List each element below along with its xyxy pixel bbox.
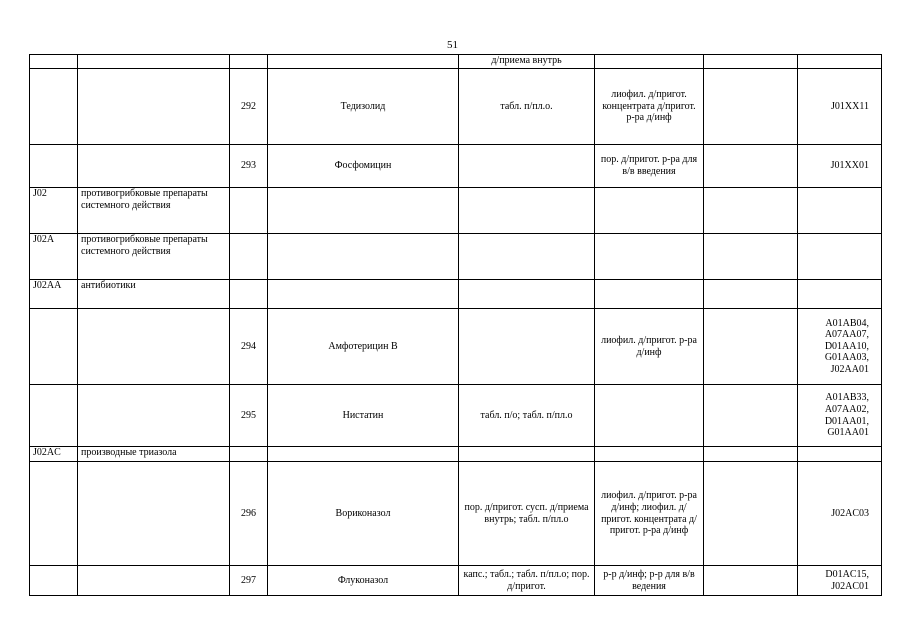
injection-form-cell: р-р д/инф; р-р для в/в ведения	[595, 566, 704, 596]
injection-form-cell	[595, 234, 704, 280]
drug-name-cell	[268, 55, 459, 69]
injection-form-cell	[595, 55, 704, 69]
atc-list-cell: J02AC03	[798, 462, 882, 566]
table-row	[30, 462, 882, 566]
dosage-form-cell	[459, 188, 595, 234]
item-number-cell	[230, 55, 268, 69]
table-row	[30, 234, 882, 280]
item-number-cell: 295	[230, 385, 268, 447]
extra-cell	[704, 55, 798, 69]
dosage-form-cell	[459, 309, 595, 385]
dosage-form-cell	[459, 234, 595, 280]
atc-list-cell	[798, 234, 882, 280]
injection-form-cell: лиофил. д/пригот. р-ра д/инф; лиофил. д/пригот. концентрата д/пригот. р-ра д/инф	[595, 462, 704, 566]
drug-name-cell	[268, 188, 459, 234]
atc-code-cell: J02	[30, 188, 78, 234]
extra-cell	[704, 69, 798, 145]
table-row	[30, 385, 882, 447]
atc-list-cell: J01XX01	[798, 145, 882, 188]
extra-cell	[704, 145, 798, 188]
extra-cell	[704, 280, 798, 309]
item-number-cell: 297	[230, 566, 268, 596]
group-name-cell	[78, 145, 230, 188]
dosage-form-cell: табл. п/о; табл. п/пл.о	[459, 385, 595, 447]
dosage-form-cell: капс.; табл.; табл. п/пл.о; пор. д/пригот.	[459, 566, 595, 596]
group-name-cell	[78, 385, 230, 447]
dosage-form-cell	[459, 280, 595, 309]
injection-form-cell	[595, 385, 704, 447]
group-name-cell: производные триазола	[78, 447, 230, 462]
dosage-form-cell	[459, 447, 595, 462]
item-number-cell: 293	[230, 145, 268, 188]
item-number-cell	[230, 234, 268, 280]
drug-table	[29, 54, 882, 596]
drug-name-cell	[268, 234, 459, 280]
injection-form-cell: пор. д/пригот. р-ра для в/в введения	[595, 145, 704, 188]
dosage-form-cell: пор. д/пригот. сусп. д/приема внутрь; табл. п/пл.о	[459, 462, 595, 566]
injection-form-cell: лиофил. д/пригот. р-ра д/инф	[595, 309, 704, 385]
group-name-cell	[78, 462, 230, 566]
table-row	[30, 447, 882, 462]
atc-code-cell	[30, 566, 78, 596]
table-row	[30, 69, 882, 145]
group-name-cell	[78, 55, 230, 69]
dosage-form-cell: д/приема внутрь	[459, 55, 595, 69]
extra-cell	[704, 385, 798, 447]
drug-name-cell: Нистатин	[268, 385, 459, 447]
atc-list-cell: A01AB33, A07AA02, D01AA01, G01AA01	[798, 385, 882, 447]
item-number-cell: 292	[230, 69, 268, 145]
atc-list-cell: A01AB04, A07AA07, D01AA10, G01AA03, J02AA01	[798, 309, 882, 385]
drug-name-cell: Флуконазол	[268, 566, 459, 596]
item-number-cell: 294	[230, 309, 268, 385]
drug-table-body	[30, 55, 882, 596]
group-name-cell	[78, 69, 230, 145]
drug-name-cell: Вориконазол	[268, 462, 459, 566]
table-row	[30, 188, 882, 234]
dosage-form-cell	[459, 145, 595, 188]
atc-code-cell	[30, 55, 78, 69]
item-number-cell: 296	[230, 462, 268, 566]
drug-name-cell: Фосфомицин	[268, 145, 459, 188]
atc-code-cell	[30, 69, 78, 145]
atc-code-cell	[30, 385, 78, 447]
injection-form-cell	[595, 280, 704, 309]
extra-cell	[704, 188, 798, 234]
atc-list-cell: D01AC15, J02AC01	[798, 566, 882, 596]
atc-code-cell: J02AA	[30, 280, 78, 309]
dosage-form-cell: табл. п/пл.о.	[459, 69, 595, 145]
atc-code-cell	[30, 145, 78, 188]
atc-code-cell: J02A	[30, 234, 78, 280]
table-row	[30, 280, 882, 309]
table-row	[30, 145, 882, 188]
extra-cell	[704, 566, 798, 596]
item-number-cell	[230, 447, 268, 462]
extra-cell	[704, 234, 798, 280]
atc-code-cell	[30, 462, 78, 566]
extra-cell	[704, 309, 798, 385]
drug-name-cell: Амфотерицин В	[268, 309, 459, 385]
table-row	[30, 309, 882, 385]
drug-name-cell	[268, 447, 459, 462]
page-number: 51	[447, 39, 458, 51]
extra-cell	[704, 447, 798, 462]
atc-list-cell: J01XX11	[798, 69, 882, 145]
item-number-cell	[230, 280, 268, 309]
extra-cell	[704, 462, 798, 566]
injection-form-cell	[595, 447, 704, 462]
atc-list-cell	[798, 55, 882, 69]
group-name-cell: противогрибковые препараты системного действия	[78, 234, 230, 280]
atc-list-cell	[798, 188, 882, 234]
group-name-cell: антибиотики	[78, 280, 230, 309]
atc-code-cell: J02AC	[30, 447, 78, 462]
table-row	[30, 55, 882, 69]
table-row	[30, 566, 882, 596]
injection-form-cell	[595, 188, 704, 234]
group-name-cell	[78, 566, 230, 596]
item-number-cell	[230, 188, 268, 234]
injection-form-cell: лиофил. д/пригот. концентрата д/пригот. р-ра д/инф	[595, 69, 704, 145]
drug-name-cell	[268, 280, 459, 309]
group-name-cell	[78, 309, 230, 385]
group-name-cell: противогрибковые препараты системного действия	[78, 188, 230, 234]
atc-list-cell	[798, 280, 882, 309]
atc-code-cell	[30, 309, 78, 385]
atc-list-cell	[798, 447, 882, 462]
drug-name-cell: Тедизолид	[268, 69, 459, 145]
